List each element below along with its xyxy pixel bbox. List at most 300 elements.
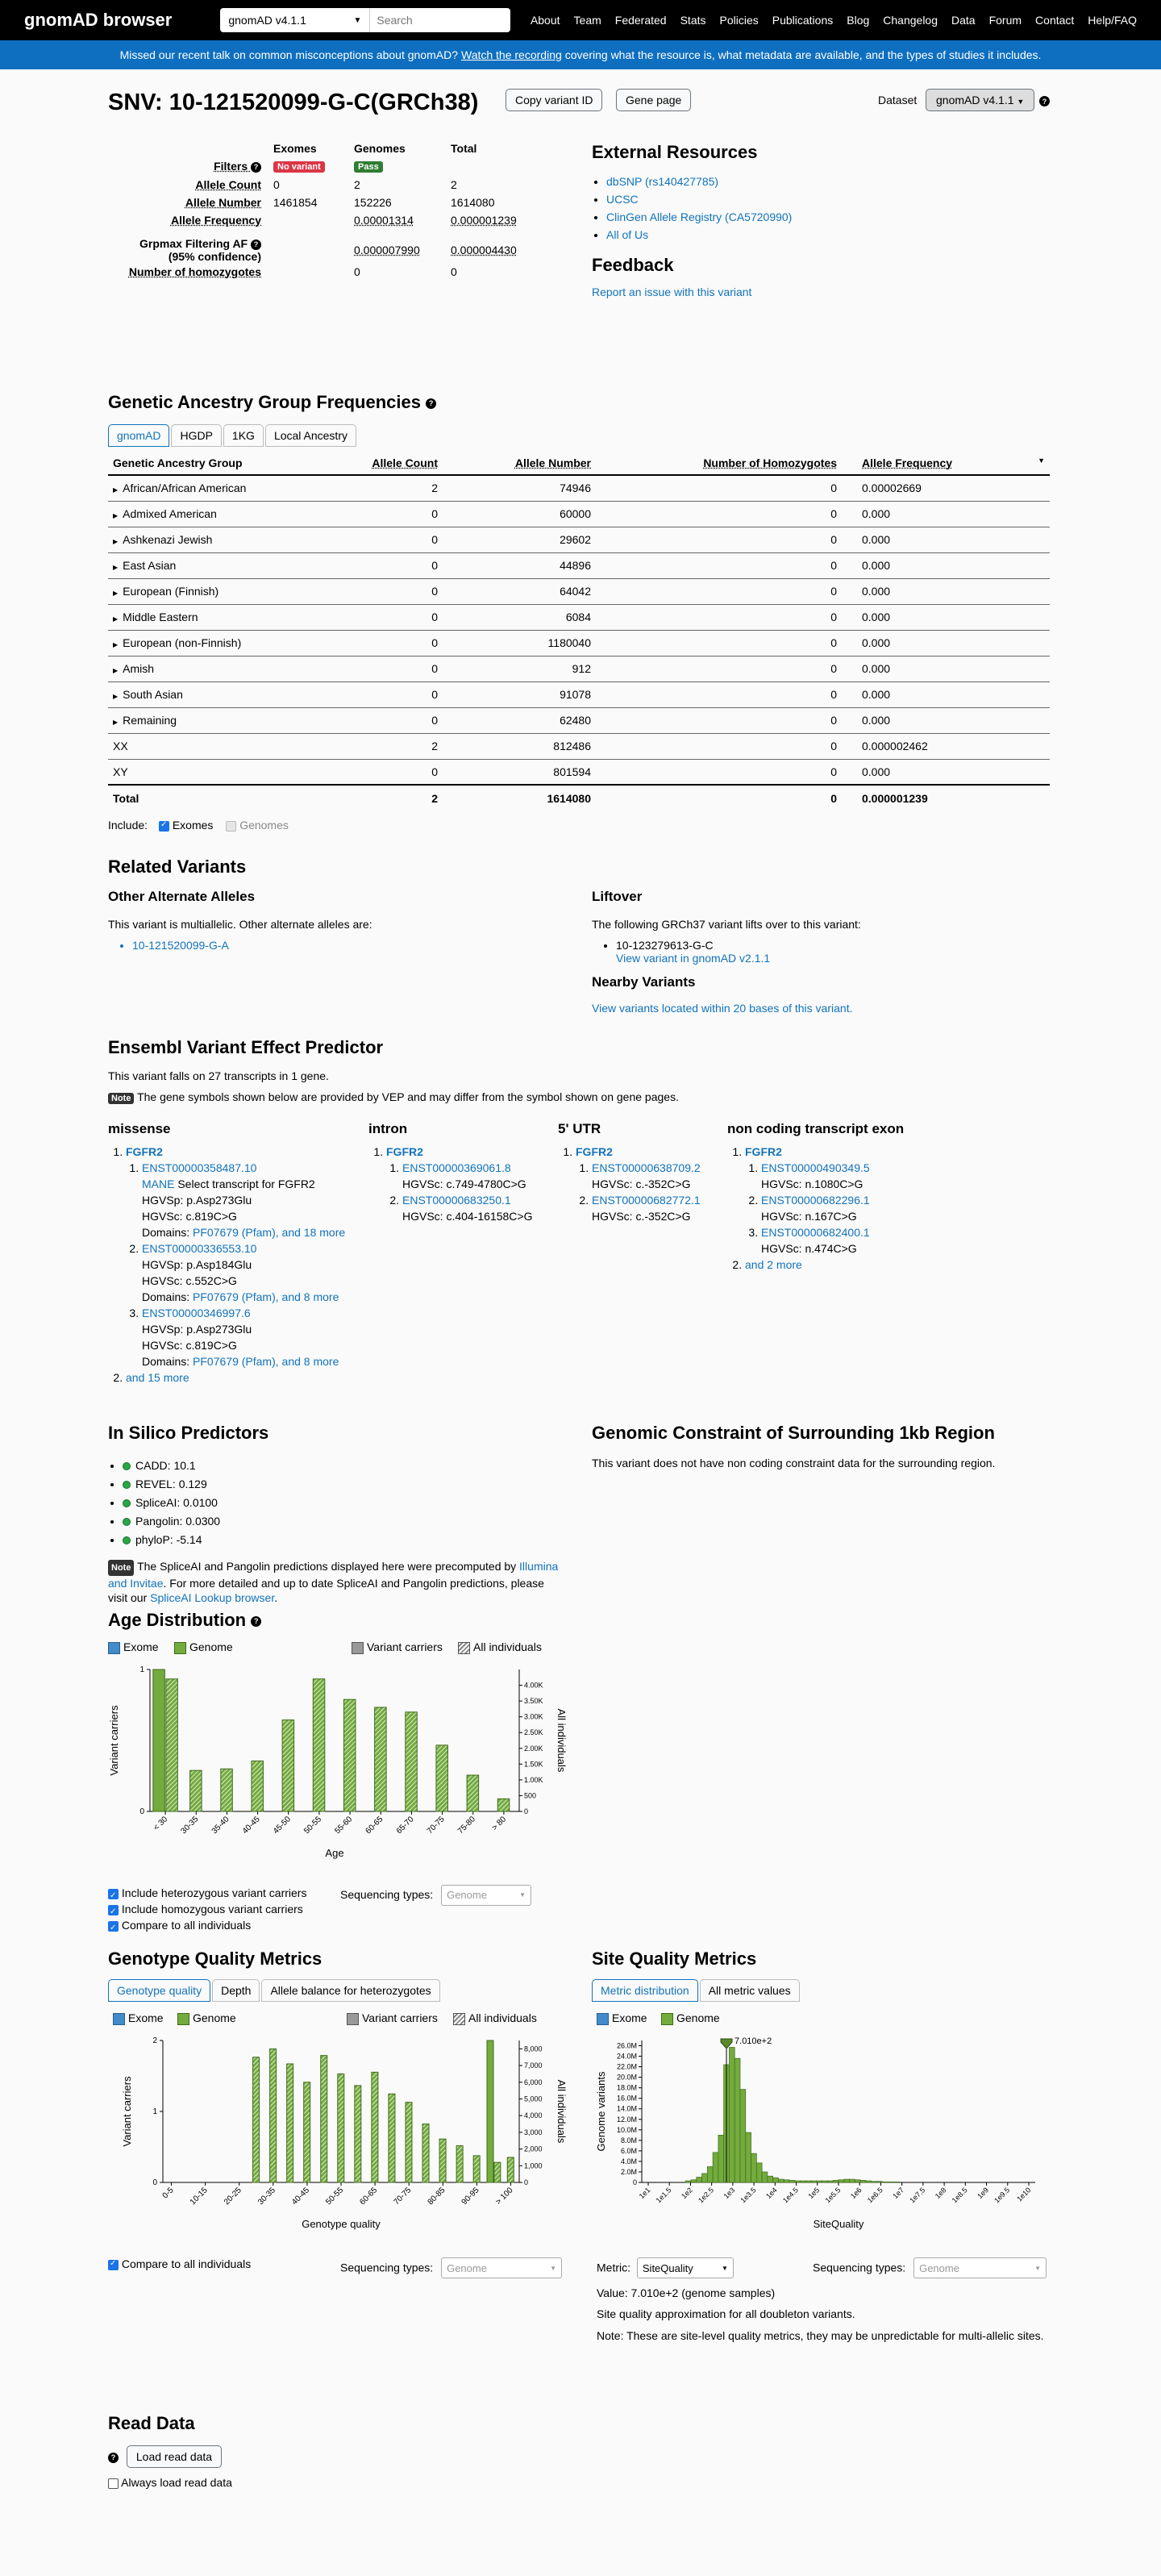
y-tick-label: 10.0M xyxy=(616,2125,637,2134)
gene-link[interactable]: FGFR2 xyxy=(386,1145,423,1158)
y2-tick-label: 4.00K xyxy=(524,1681,543,1690)
status-dot-icon xyxy=(123,1536,131,1544)
cell-an: 912 xyxy=(443,656,596,682)
vep-intron: intron 1. FGFR2 1. ENST00000369061.8 HGVSc: c.749-4780C>G 2. ENST00000683250.1 HGVSc: c.404-16158C>G xyxy=(368,1121,562,1224)
external-link[interactable]: ClinGen Allele Registry (CA5720990) xyxy=(606,210,793,223)
domains-more-link[interactable]: , and 18 more xyxy=(275,1226,346,1239)
histogram-bar xyxy=(811,2181,817,2182)
include-exomes-checkbox[interactable] xyxy=(159,821,169,832)
summary-label: Allele Count xyxy=(195,178,261,191)
histogram-bar xyxy=(801,2181,806,2182)
tab-depth[interactable]: Depth xyxy=(212,1979,260,2002)
y2-tick-label: 1.00K xyxy=(524,1775,543,1784)
cell-af: 0.000002462 xyxy=(842,733,1050,759)
cell-ac: 0 xyxy=(293,604,443,630)
nav-about[interactable]: About xyxy=(530,14,560,27)
group-cell[interactable] xyxy=(108,578,293,604)
cell-ac: 0 xyxy=(293,759,443,785)
hom-genomes: 0 xyxy=(354,265,360,278)
hgvsc: HGVSc: c.819C>G xyxy=(142,1339,237,1352)
summary-value: 0 xyxy=(273,178,280,191)
transcript-item xyxy=(761,1224,969,1257)
help-icon[interactable]: ? xyxy=(251,240,261,250)
marker-label: 7.010e+2 xyxy=(734,2036,772,2046)
cell-af: 0.000 xyxy=(842,759,1050,785)
histogram-bar xyxy=(718,2135,724,2182)
y-tick-label: 2.0M xyxy=(620,2167,637,2176)
cell-an: 1614080 xyxy=(443,785,596,811)
illumina-link[interactable]: Illumina and Invitae xyxy=(108,1560,559,1590)
read-data-title: Read Data xyxy=(108,2413,195,2433)
x-tick-label: 40-45 xyxy=(240,1815,262,1836)
cell-hom: 0 xyxy=(596,552,842,578)
gq-tabs xyxy=(108,1979,568,2002)
transcript-link[interactable]: ENST00000490349.5 xyxy=(761,1161,870,1174)
help-icon[interactable]: ? xyxy=(426,398,436,409)
histogram-bar xyxy=(691,2180,697,2182)
expand-icon[interactable]: ▶ xyxy=(113,538,119,545)
hgvsc: HGVSc: c.-352C>G xyxy=(592,1210,691,1223)
gene-link[interactable]: FGFR2 xyxy=(126,1145,163,1158)
carrier-bar xyxy=(487,2040,493,2182)
domains-more-link[interactable]: , and 8 more xyxy=(275,1355,339,1368)
sort-down-icon: ▼ xyxy=(1038,456,1045,465)
genome-swatch xyxy=(174,1642,186,1654)
col-total: Total xyxy=(451,142,477,155)
col-group[interactable]: Genetic Ancestry Group xyxy=(108,452,293,475)
transcript-link[interactable]: ENST00000682296.1 xyxy=(761,1194,870,1207)
related-variants-title: Related Variants xyxy=(108,857,247,877)
het-carriers-checkbox[interactable] xyxy=(108,1889,119,1899)
histogram-bar xyxy=(784,2180,789,2182)
x-tick-label: 35-40 xyxy=(210,1815,231,1836)
cell-an: 74946 xyxy=(443,475,596,501)
carriers-swatch xyxy=(347,2013,359,2025)
hgvsp: HGVSp: p.Asp273Glu xyxy=(142,1323,252,1336)
mane-link[interactable]: MANE xyxy=(142,1178,175,1190)
expand-icon[interactable]: ▶ xyxy=(113,719,119,726)
expand-icon[interactable]: ▶ xyxy=(113,564,119,571)
summary-value: 0.00001314 xyxy=(354,214,414,227)
include-genomes-checkbox[interactable] xyxy=(226,821,236,832)
all-individuals-bar xyxy=(372,2072,378,2182)
transcript-item xyxy=(142,1240,366,1305)
include-toggles: Include: ✓ Exomes Genomes xyxy=(108,819,1053,832)
genome-swatch xyxy=(661,2013,673,2025)
hgvsp: HGVSp: p.Asp184Glu xyxy=(142,1258,252,1271)
summary-label: Allele Number xyxy=(185,196,261,209)
all-individuals-bar xyxy=(494,2162,501,2182)
ancestry-tabs xyxy=(108,424,1053,447)
watch-recording-link[interactable]: Watch the recording xyxy=(461,48,562,61)
group-name: South Asian xyxy=(123,688,183,701)
x-tick-label: > 80 xyxy=(490,1815,509,1833)
cell-ac: 2 xyxy=(293,475,443,501)
status-dot-icon xyxy=(123,1499,131,1507)
x-tick-label: 50-55 xyxy=(302,1815,324,1836)
filters-label: Filters ? xyxy=(108,160,261,173)
x-tick-label: 70-75 xyxy=(392,2186,414,2207)
nav-stats[interactable]: Stats xyxy=(680,14,706,27)
all-individuals-bar xyxy=(473,2156,480,2182)
sq-options: Metric: SiteQuality ▼ Sequencing types: Genome ▼ xyxy=(592,2257,1053,2278)
carrier-bar xyxy=(153,1669,165,1811)
tab-hgdp[interactable]: HGDP xyxy=(171,424,221,447)
histogram-bar xyxy=(860,2180,866,2182)
hgvsc: HGVSc: c.552C>G xyxy=(142,1274,237,1287)
external-link[interactable]: UCSC xyxy=(606,193,639,206)
y-tick-label: 0 xyxy=(152,2178,157,2187)
cell-ac: 0 xyxy=(293,527,443,552)
histogram-bar xyxy=(827,2181,833,2182)
x-tick-label: 1e9 xyxy=(976,2186,990,2201)
table-row xyxy=(108,578,1050,604)
all-individuals-bar xyxy=(467,1775,479,1811)
expand-icon[interactable]: ▶ xyxy=(113,512,119,519)
expand-icon[interactable]: ▶ xyxy=(113,486,119,494)
x-tick-label: 70-75 xyxy=(425,1815,447,1836)
y-axis-title: Variant carriers xyxy=(108,1705,120,1776)
carriers-swatch xyxy=(352,1642,364,1654)
external-links xyxy=(592,173,1053,244)
nav-changelog[interactable]: Changelog xyxy=(883,14,938,27)
liftover-variant: 10-123279613-G-C xyxy=(616,939,714,952)
transcript-link[interactable]: ENST00000683250.1 xyxy=(402,1194,511,1207)
x-tick-label: 1e4.5 xyxy=(780,2186,800,2205)
view-v2-link[interactable]: View variant in gnomAD v2.1.1 xyxy=(616,952,771,965)
y-tick-label: 0 xyxy=(139,1807,144,1816)
gq-options: ✓ Compare to all individuals Sequencing types: Genome ▼ xyxy=(108,2257,568,2278)
tab-genotype-quality[interactable]: Genotype quality xyxy=(108,1979,210,2002)
group-cell[interactable] xyxy=(108,475,293,501)
tab-1kg[interactable]: 1KG xyxy=(223,424,264,447)
x-tick-label: < 30 xyxy=(152,1815,170,1833)
group-cell[interactable] xyxy=(108,552,293,578)
nav-data[interactable]: Data xyxy=(951,14,976,27)
histogram-bar xyxy=(756,2163,762,2182)
cell-an: 62480 xyxy=(443,707,596,733)
x-tick-label: 1e6.5 xyxy=(865,2186,884,2205)
y-tick-label: 1 xyxy=(152,2107,157,2116)
x-tick-label: 1e3 xyxy=(722,2186,737,2201)
x-tick-label: 90-95 xyxy=(460,2186,481,2207)
age-chart xyxy=(108,1660,568,1878)
group-cell[interactable] xyxy=(108,682,293,707)
x-tick-label: 1e1.5 xyxy=(654,2186,673,2205)
group-cell[interactable] xyxy=(108,630,293,656)
exome-swatch xyxy=(113,2013,125,2025)
transcript-item xyxy=(592,1192,727,1224)
cell-af: 0.000 xyxy=(842,630,1050,656)
compare-all-checkbox[interactable] xyxy=(108,2260,119,2270)
sq-note: Note: These are site-level quality metrics, they may be unpredictable for multi-allelic sites. xyxy=(597,2329,1044,2342)
spliceai-lookup-link[interactable]: SpliceAI Lookup browser xyxy=(150,1591,275,1604)
tab-local-ancestry[interactable]: Local Ancestry xyxy=(265,424,356,447)
y2-tick-label: 2.00K xyxy=(524,1744,543,1753)
missense-more-link[interactable]: and 15 more xyxy=(126,1371,189,1384)
sq-title: Site Quality Metrics xyxy=(592,1949,757,1969)
y-tick-label: 26.0M xyxy=(616,2041,637,2050)
summary-value: 2 xyxy=(354,178,360,191)
histogram-bar xyxy=(866,2181,872,2182)
table-row xyxy=(108,733,1050,759)
col-genomes: Genomes xyxy=(354,142,406,155)
y2-tick-label: 1,000 xyxy=(524,2161,543,2170)
histogram-bar xyxy=(773,2178,779,2182)
histogram-bar xyxy=(838,2180,844,2182)
nav-policies[interactable]: Policies xyxy=(719,14,759,27)
gq-chart xyxy=(108,2031,568,2249)
grpmax-label: Grpmax Filtering AF ? (95% confidence) xyxy=(139,237,261,263)
histogram-bar xyxy=(817,2181,822,2182)
group-cell xyxy=(108,733,293,759)
transcript-item xyxy=(761,1160,969,1192)
nav-help-faq[interactable]: Help/FAQ xyxy=(1088,14,1137,27)
age-title: Age Distribution ? xyxy=(108,1610,568,1631)
x-tick-label: 1e8.5 xyxy=(950,2186,969,2205)
dataset-select[interactable]: gnomAD v4.1.1 ▼ xyxy=(926,89,1034,111)
pfam-link[interactable]: PF07679 (Pfam) xyxy=(193,1226,276,1239)
version-select[interactable]: gnomAD v4.1.1 ▼ xyxy=(220,8,369,32)
histogram-bar xyxy=(751,2153,757,2182)
table-row xyxy=(108,604,1050,630)
nav-publications[interactable]: Publications xyxy=(772,14,834,27)
sq-seq-select[interactable]: Genome ▼ xyxy=(913,2257,1047,2278)
transcript-link[interactable]: ENST00000682400.1 xyxy=(761,1226,870,1239)
nav-team[interactable]: Team xyxy=(573,14,601,27)
histogram-bar xyxy=(795,2181,801,2182)
transcript-link[interactable]: ENST00000682772.1 xyxy=(592,1194,701,1207)
group-name: Remaining xyxy=(123,714,177,727)
cell-af: 0.000 xyxy=(842,578,1050,604)
nav-contact[interactable]: Contact xyxy=(1035,14,1075,27)
col-exomes: Exomes xyxy=(273,142,317,155)
all-individuals-bar xyxy=(304,2082,310,2182)
summary-value: 152226 xyxy=(354,196,392,209)
histogram-bar xyxy=(685,2181,691,2182)
group-cell[interactable] xyxy=(108,604,293,630)
x-tick-label: 1e10 xyxy=(1015,2186,1033,2203)
transcript-item xyxy=(402,1160,562,1192)
histogram-bar xyxy=(762,2172,768,2182)
caret-down-icon: ▼ xyxy=(721,2264,728,2272)
gene-link[interactable]: FGFR2 xyxy=(576,1145,613,1158)
x-tick-label: 1e6 xyxy=(848,2186,863,2201)
help-icon[interactable]: ? xyxy=(251,1616,261,1627)
exome-swatch xyxy=(597,2013,609,2025)
col-allele-frequency[interactable]: Allele Frequency ▼ xyxy=(842,452,1050,475)
hgvsc: HGVSc: n.474C>G xyxy=(761,1242,857,1255)
x-tick-label: 40-45 xyxy=(290,2186,312,2207)
transcript-item xyxy=(142,1305,366,1369)
histogram-bar xyxy=(844,2179,850,2182)
y-tick-label: 18.0M xyxy=(616,2083,637,2092)
group-name: East Asian xyxy=(123,559,177,572)
x-tick-label: 60-65 xyxy=(358,2186,380,2207)
table-row xyxy=(108,707,1050,733)
age-legend: Exome Genome Variant carriers All individuals xyxy=(108,1640,568,1657)
expand-icon[interactable]: ▶ xyxy=(113,615,119,623)
all-individuals-bar xyxy=(270,2049,277,2182)
sq-chart xyxy=(592,2031,1053,2249)
tab-gnomad[interactable]: gnomAD xyxy=(108,424,169,447)
cell-ac: 0 xyxy=(293,630,443,656)
x-tick-label: 1e2 xyxy=(680,2186,694,2201)
histogram-bar xyxy=(734,2058,740,2182)
tab-allele-balance-for-heterozygotes[interactable]: Allele balance for heterozygotes xyxy=(261,1979,439,2002)
predictor-item: • CADD: 10.1 xyxy=(123,1457,560,1475)
tab-all-metric-values[interactable]: All metric values xyxy=(700,1979,800,2002)
metric-select[interactable]: SiteQuality ▼ xyxy=(637,2257,734,2278)
compare-all-checkbox[interactable] xyxy=(108,1921,119,1932)
y2-tick-label: 7,000 xyxy=(524,2061,543,2070)
main-nav xyxy=(531,14,1137,27)
nav-federated[interactable]: Federated xyxy=(614,14,667,27)
age-seq-select[interactable]: Genome ▼ xyxy=(441,1885,531,1906)
external-link[interactable]: dbSNP (rs140427785) xyxy=(606,175,719,188)
hgvsc: HGVSc: c.404-16158C>G xyxy=(402,1210,533,1223)
y2-tick-label: 8,000 xyxy=(524,2045,543,2053)
group-name: European (Finnish) xyxy=(123,585,219,598)
domains-more-link[interactable]: , and 8 more xyxy=(275,1290,339,1303)
gene-link[interactable]: FGFR2 xyxy=(745,1145,782,1158)
other-alleles-title: Other Alternate Alleles xyxy=(108,889,256,904)
load-read-data-button[interactable]: Load read data xyxy=(127,2445,222,2468)
histogram-bar xyxy=(768,2176,773,2182)
help-icon[interactable]: ? xyxy=(251,162,261,173)
cell-hom: 0 xyxy=(596,630,842,656)
caret-down-icon: ▼ xyxy=(353,15,362,25)
feedback-title: Feedback xyxy=(592,255,674,275)
status-dot-icon xyxy=(123,1518,131,1526)
histogram-bar xyxy=(833,2180,838,2182)
x-tick-label: 45-50 xyxy=(272,1815,293,1836)
histogram-bar xyxy=(729,2047,734,2182)
nav-blog[interactable]: Blog xyxy=(847,14,870,27)
hom-total: 0 xyxy=(451,265,457,278)
x-tick-label: 1e8 xyxy=(933,2186,948,2201)
transcript-link[interactable]: ENST00000346997.6 xyxy=(142,1307,251,1319)
expand-icon[interactable]: ▶ xyxy=(113,667,119,674)
help-icon[interactable]: ? xyxy=(1039,96,1050,106)
all-individuals-bar xyxy=(456,2145,463,2182)
search-input[interactable] xyxy=(369,8,510,32)
group-cell xyxy=(108,785,293,811)
cell-af: 0.000 xyxy=(842,682,1050,707)
all-individuals-bar xyxy=(375,1707,387,1811)
mane-text: Select transcript for FGFR2 xyxy=(177,1178,315,1190)
tab-metric-distribution[interactable]: Metric distribution xyxy=(592,1979,698,2002)
transcript-link[interactable]: ENST00000358487.10 xyxy=(142,1161,257,1174)
always-load-checkbox[interactable] xyxy=(108,2478,119,2489)
report-issue-link[interactable]: Report an issue with this variant xyxy=(592,286,752,298)
all-individuals-bar xyxy=(321,2056,327,2182)
cell-af: 0.000 xyxy=(842,707,1050,733)
external-link[interactable]: All of Us xyxy=(606,228,649,241)
all-individuals-bar xyxy=(287,2064,293,2182)
col-allele-number[interactable]: Allele Number xyxy=(443,452,596,475)
col-homozygotes[interactable]: Number of Homozygotes xyxy=(596,452,842,475)
cell-af: 0.000 xyxy=(842,527,1050,552)
group-name: XY xyxy=(113,765,128,778)
sq-value: Value: 7.010e+2 (genome samples) xyxy=(597,2286,776,2299)
table-row xyxy=(108,630,1050,656)
y-tick-label: 14.0M xyxy=(616,2104,637,2113)
x-tick-label: 1e4 xyxy=(764,2186,779,2201)
all-individuals-bar xyxy=(355,2086,361,2182)
nc-more-link[interactable]: and 2 more xyxy=(745,1258,802,1271)
group-cell[interactable] xyxy=(108,501,293,527)
pfam-link[interactable]: PF07679 (Pfam) xyxy=(193,1355,276,1368)
predictor-item: • Pangolin: 0.0300 xyxy=(123,1512,560,1531)
group-cell[interactable] xyxy=(108,707,293,733)
domains-label: Domains: xyxy=(142,1355,190,1368)
summary-label: Allele Frequency xyxy=(170,214,261,227)
cell-an: 60000 xyxy=(443,501,596,527)
all-individuals-bar xyxy=(439,2139,446,2182)
expand-icon[interactable]: ▶ xyxy=(113,590,119,597)
transcript-link[interactable]: ENST00000638709.2 xyxy=(592,1161,701,1174)
group-cell[interactable] xyxy=(108,656,293,682)
hgvsc: HGVSc: n.167C>G xyxy=(761,1210,857,1223)
help-icon[interactable]: ? xyxy=(108,2453,119,2463)
cell-af: 0.000 xyxy=(842,604,1050,630)
nav-forum[interactable]: Forum xyxy=(988,14,1022,27)
homozygotes-label: Number of homozygotes xyxy=(128,265,261,278)
all-individuals-bar xyxy=(221,1769,233,1811)
expand-icon[interactable]: ▶ xyxy=(113,641,119,648)
x-tick-label: 65-70 xyxy=(394,1815,416,1836)
vep-summary: This variant falls on 27 transcripts in 1 gene. xyxy=(108,1069,329,1082)
expand-icon[interactable]: ▶ xyxy=(113,693,119,700)
all-individuals-bar xyxy=(436,1745,448,1811)
all-individuals-bar xyxy=(166,1679,178,1811)
other-allele-link[interactable]: • 10-121520099-G-A xyxy=(132,939,560,952)
summary-value: 1614080 xyxy=(451,196,495,209)
gq-seq-select[interactable]: Genome ▼ xyxy=(441,2257,562,2278)
gene-page-button[interactable]: Gene page xyxy=(616,89,691,111)
nearby-title: Nearby Variants xyxy=(592,974,696,990)
col-allele-count[interactable]: Allele Count xyxy=(293,452,443,475)
cell-hom: 0 xyxy=(596,475,842,501)
pfam-link[interactable]: PF07679 (Pfam) xyxy=(193,1290,276,1303)
exome-filter-badge: No variant xyxy=(273,161,325,173)
table-row xyxy=(108,656,1050,682)
brand-logo[interactable]: gnomAD browser xyxy=(24,10,173,30)
gq-legend: Exome Genome Variant carriers All individuals xyxy=(108,2011,568,2028)
y-tick-label: 6.0M xyxy=(620,2146,637,2155)
cell-ac: 0 xyxy=(293,707,443,733)
x-tick-label: 10-15 xyxy=(188,2186,210,2207)
x-tick-label: 1e9.5 xyxy=(992,2186,1012,2205)
genome-filter-badge: Pass xyxy=(354,161,383,173)
transcript-link[interactable]: ENST00000369061.8 xyxy=(402,1161,511,1174)
summary-value: 1461854 xyxy=(273,196,318,209)
insilico-title: In Silico Predictors xyxy=(108,1423,269,1443)
table-row xyxy=(108,552,1050,578)
caret-down-icon: ▼ xyxy=(1034,2264,1042,2272)
group-cell[interactable] xyxy=(108,527,293,552)
y2-tick-label: 4,000 xyxy=(524,2111,543,2120)
transcript-link[interactable]: ENST00000336553.10 xyxy=(142,1242,257,1255)
hgvsp: HGVSp: p.Asp273Glu xyxy=(142,1194,252,1207)
hom-carriers-checkbox[interactable] xyxy=(108,1905,119,1915)
x-tick-label: 1e7.5 xyxy=(908,2186,927,2205)
y-tick-label: 24.0M xyxy=(616,2052,637,2061)
y2-tick-label: 6,000 xyxy=(524,2078,543,2086)
nearby-link[interactable]: View variants located within 20 bases of this variant. xyxy=(592,1002,853,1015)
copy-variant-id-button[interactable]: Copy variant ID xyxy=(506,89,602,111)
